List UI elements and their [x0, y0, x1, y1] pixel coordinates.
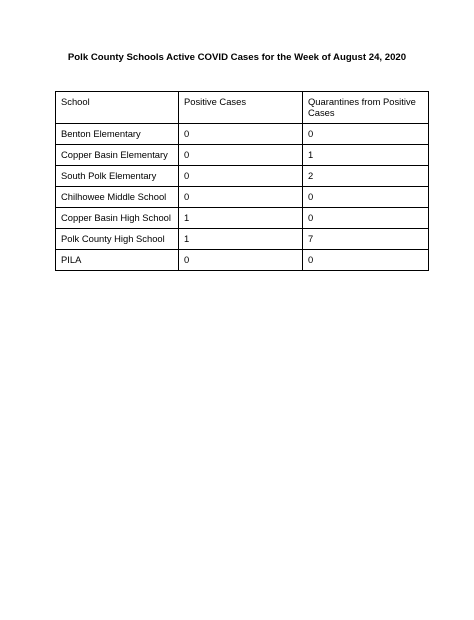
header-quarantines: Quarantines from Positive Cases [303, 92, 429, 124]
covid-cases-table [55, 91, 429, 271]
table-row [56, 208, 429, 229]
cell-positive-cases: 0 [179, 187, 303, 208]
table-row [56, 187, 429, 208]
cell-school: Copper Basin High School [56, 208, 179, 229]
table-row [56, 166, 429, 187]
header-positive-cases: Positive Cases [179, 92, 303, 124]
cell-quarantines: 1 [303, 145, 429, 166]
cell-school: PILA [56, 250, 179, 271]
table-row [56, 229, 429, 250]
cell-school: Benton Elementary [56, 124, 179, 145]
cell-quarantines: 0 [303, 124, 429, 145]
cell-quarantines: 2 [303, 166, 429, 187]
cell-quarantines: 0 [303, 250, 429, 271]
header-school: School [56, 92, 179, 124]
cell-quarantines: 0 [303, 208, 429, 229]
cell-quarantines: 7 [303, 229, 429, 250]
document-title: Polk County Schools Active COVID Cases for the Week of August 24, 2020 [67, 52, 407, 63]
cell-positive-cases: 0 [179, 166, 303, 187]
cell-positive-cases: 1 [179, 208, 303, 229]
table-header-row [56, 92, 429, 124]
table-row [56, 250, 429, 271]
cell-positive-cases: 0 [179, 250, 303, 271]
cell-school: South Polk Elementary [56, 166, 179, 187]
cell-school: Polk County High School [56, 229, 179, 250]
cell-positive-cases: 1 [179, 229, 303, 250]
cell-school: Chilhowee Middle School [56, 187, 179, 208]
cell-positive-cases: 0 [179, 145, 303, 166]
cell-positive-cases: 0 [179, 124, 303, 145]
cell-school: Copper Basin Elementary [56, 145, 179, 166]
table-row [56, 145, 429, 166]
table-row [56, 124, 429, 145]
cell-quarantines: 0 [303, 187, 429, 208]
